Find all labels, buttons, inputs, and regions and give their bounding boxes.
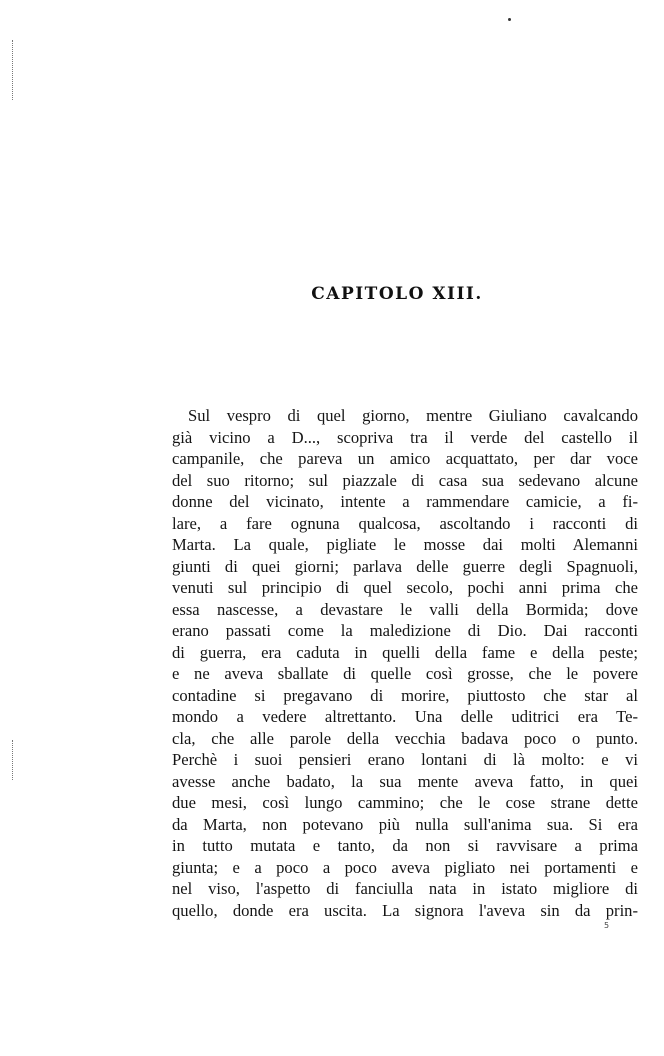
text-line: avesse anche badato, la sua mente aveva fatto, in quei — [172, 771, 638, 791]
text-line: lare, a fare ognuna qualcosa, ascoltando i racconti di — [172, 513, 638, 533]
signature-mark: 5 — [604, 921, 610, 930]
text-line: giunta; e a poco a poco aveva pigliato nei portamenti e — [172, 857, 638, 877]
text-line: erano passati come la maledizione di Dio. Dai racconti — [172, 621, 638, 640]
left-margin-scan-artifact — [12, 40, 15, 100]
chapter-body-text — [172, 405, 638, 921]
text-line: di guerra, era caduta in quelli della fame e della peste; — [172, 642, 638, 662]
text-line: nel viso, l'aspetto di fanciulla nata in istato migliore di — [172, 879, 638, 898]
text-line: e ne aveva sballate di quelle così grosse, che le povere — [172, 664, 638, 683]
text-line: cla, che alle parole della vecchia badava poco o punto. — [172, 728, 638, 748]
ink-speck — [508, 18, 511, 21]
text-line: essa nascesse, a devastare le valli della Bormida; dove — [172, 599, 638, 619]
text-line: donne del vicinato, intente a rammendare camicie, a fi- — [172, 492, 638, 511]
text-line: Perchè i suoi pensieri erano lontani di là molto: e vi — [172, 750, 638, 769]
text-line: venuti sul principio di quel secolo, pochi anni prima che — [172, 578, 638, 597]
text-line: Sul vespro di quel giorno, mentre Giuliano cavalcando — [188, 406, 638, 425]
left-margin-scan-artifact — [12, 740, 15, 780]
text-line: campanile, che pareva un amico acquattato, per dar voce — [172, 449, 638, 468]
text-line: del suo ritorno; sul piazzale di casa sua sedevano alcune — [172, 470, 638, 490]
text-line: già vicino a D..., scopriva tra il verde del castello il — [172, 427, 638, 447]
text-line: due mesi, così lungo cammino; che le cose strane dette — [172, 793, 638, 812]
text-line: in tutto mutata e tanto, da non si ravvisare a prima — [172, 836, 638, 855]
text-line: mondo a vedere altrettanto. Una delle uditrici era Te- — [172, 707, 638, 726]
text-line: quello, donde era uscita. La signora l'aveva sin da prin- — [172, 900, 638, 920]
text-line: contadine si pregavano di morire, piuttosto che star al — [172, 685, 638, 705]
text-line: da Marta, non potevano più nulla sull'anima sua. Si era — [172, 814, 638, 834]
text-line: Marta. La quale, pigliate le mosse dai molti Alemanni — [172, 535, 638, 554]
chapter-title: CAPITOLO XIII. — [311, 284, 483, 304]
text-line: giunti di quei giorni; parlava delle guerre degli Spagnuoli, — [172, 556, 638, 576]
